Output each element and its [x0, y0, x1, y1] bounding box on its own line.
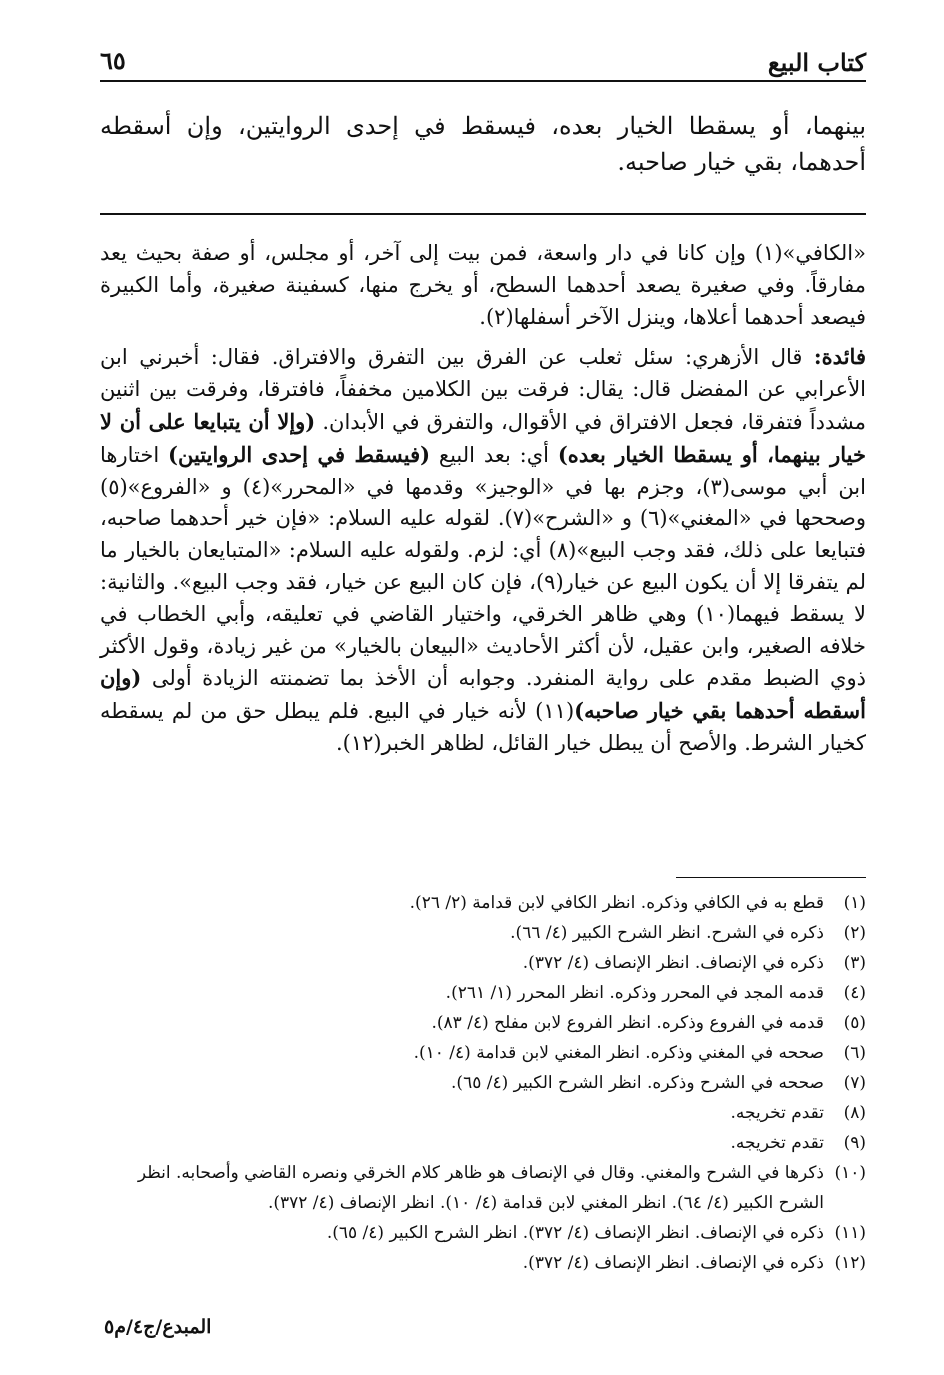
- footnotes: [100, 888, 866, 1278]
- footnote-text: صححه في الشرح وذكره. انظر الشرح الكبير (٤/ ٦٥).: [451, 1073, 824, 1093]
- footnote-text: صححه في المغني وذكره. انظر المغني لابن قدامة (٤/ ١٠).: [413, 1043, 824, 1063]
- footnote-number: (٢): [843, 923, 866, 943]
- footnote-text: ذكره في الإنصاف. انظر الإنصاف (٤/ ٣٧٢). انظر الشرح الكبير (٤/ ٦٥).: [326, 1223, 824, 1243]
- footnote-item: [100, 1248, 866, 1278]
- footnote-number: (٨): [843, 1103, 866, 1123]
- footnote-item: [100, 978, 866, 1008]
- commentary-paragraph-1: «الكافي»(١) وإن كانا في دار واسعة، فمن بيت إلى آخر، أو مجلس، أو صفة بحيث يعد مفارقاً. وفي صغيرة يصعد أحدهما السطح، أو يخرج منها، كسفينة صغيرة، وأما الكبيرة فيصعد أحدهما أعلاها، وينزل الآخر أسفلها(٢).: [100, 241, 866, 329]
- commentary-text-segment: (١١) لأنه خيار في البيع. فلم يبطل حق من لم يسقطه كخيار الشرط. والأصح أن يبطل خيار القائل، لظاهر الخبر(١٢).: [100, 699, 866, 755]
- footnote-number: (٧): [843, 1073, 866, 1093]
- footnote-text: قطع به في الكافي وذكره. انظر الكافي لابن قدامة (٢/ ٢٦).: [409, 893, 824, 913]
- footnote-item: [100, 888, 866, 918]
- footnote-item: [100, 1008, 866, 1038]
- footnote-text: تقدم تخريجه.: [730, 1133, 824, 1153]
- footnote-text: ذكرها في الشرح والمغني. وقال في الإنصاف هو ظاهر كلام الخرقي ونصره القاضي وأصحابه. انظر الشرح الكبير (٤/ ٦٤). انظر المغني لابن قدامة (٤/ ١٠). انظر الإنصاف (٤/ ٣٧٢).: [137, 1163, 824, 1213]
- benefit-label: فائدة:: [813, 344, 866, 370]
- footnote-text: ذكره في الشرح. انظر الشرح الكبير (٤/ ٦٦).: [510, 923, 824, 943]
- running-header: [100, 44, 866, 82]
- footnote-text: تقدم تخريجه.: [730, 1103, 824, 1123]
- footnote-number: (١١): [834, 1223, 866, 1243]
- footnote-item: [100, 1098, 866, 1128]
- footnote-number: (١٠): [834, 1163, 866, 1183]
- quoted-matn-segment: (فيسقط في إحدى الروايتين): [168, 441, 431, 467]
- quoted-matn-segment: (وإن أسقطه أحدهما بقي خيار صاحبه): [100, 665, 866, 724]
- footnote-number: (١): [843, 893, 866, 913]
- footnote-item: [100, 918, 866, 948]
- main-text-paragraph: بينهما، أو يسقطا الخيار بعده، فيسقط في إحدى الروايتين، وإن أسقطه أحدهما، بقي خيار صاحبه.: [100, 112, 867, 176]
- footnote-number: (٦): [843, 1043, 866, 1063]
- volume-signature: المبدع/ج٤/م٥: [104, 1316, 212, 1338]
- footnote-text: ذكره في الإنصاف. انظر الإنصاف (٤/ ٣٧٢).: [522, 953, 824, 973]
- footnote-number: (٩): [843, 1133, 866, 1153]
- footnote-item: [100, 948, 866, 978]
- commentary-text-segment: قال الأزهري: سئل ثعلب عن الفرق بين التفرق والافتراق. فقال: أخبرني ابن الأعرابي عن المفضل قال: يقال: فرقت بين الكلامين مخففاً، فافترقا، وفرقت بين اثنين مشدداً فتفرقا، فجعل الافتراق في الأقوال، والتفرق في الأبدان.: [100, 345, 866, 434]
- commentary: [100, 238, 866, 768]
- main-text-separator: [100, 213, 866, 215]
- footnote-text: ذكره في الإنصاف. انظر الإنصاف (٤/ ٣٧٢).: [522, 1253, 824, 1273]
- footnote-item: [100, 1038, 866, 1068]
- footnote-number: (٣): [843, 953, 866, 973]
- commentary-text-segment: أي: بعد البيع: [438, 442, 550, 467]
- footnote-text: قدمه المجد في المحرر وذكره. انظر المحرر (١/ ٢٦١).: [445, 983, 824, 1003]
- footnote-item: [100, 1218, 866, 1248]
- footnote-item: [100, 1068, 866, 1098]
- chapter-title: كتاب البيع: [767, 48, 866, 77]
- footnotes-separator: [676, 877, 866, 878]
- commentary-paragraph-2: [100, 341, 866, 759]
- footnote-number: (٥): [843, 1013, 866, 1033]
- footnote-text: قدمه في الفروع وذكره. انظر الفروع لابن مفلح (٤/ ٨٣).: [431, 1013, 824, 1033]
- footnote-item: [100, 1128, 866, 1158]
- quoted-matn-segment: (وإلا أن يتبايعا على أن لا خيار بينهما، أو يسقطا الخيار بعده): [100, 408, 866, 467]
- footnote-item: [100, 1158, 866, 1218]
- main-text: [100, 108, 866, 180]
- page-number: ٦٥: [100, 46, 126, 75]
- footnote-number: (١٢): [834, 1253, 866, 1273]
- commentary-text-segment: اختارها ابن أبي موسى(٣)، وجزم بها في «الوجيز» وقدمها في «المحرر»(٤) و «الفروع»(٥) وصححها في «المغني»(٦) و «الشرح»(٧). لقوله عليه السلام: «فإن خير أحدهما صاحبه، فتبايعا على ذلك، فقد وجب البيع»(٨) أي: لزم. ولقوله عليه السلام: «المتبايعان بالخيار ما لم يتفرقا إلا أن يكون البيع عن خيار(٩)، فإن كان البيع عن خيار، فقد وجب البيع». والثانية: لا يسقط فيهما(١٠) وهي ظاهر الخرقي، واختيار القاضي في تعليقه، وأبي الخطاب في خلافه الصغير، وابن عقيل، لأن أكثر الأحاديث «البيعان بالخيار» من غير زيادة، وقول الأكثر ذوي الضبط مقدم على رواية المنفرد. وجوابه أن الأخذ بما تضمنته الزيادة أولى: [100, 442, 866, 691]
- footnote-number: (٤): [843, 983, 866, 1003]
